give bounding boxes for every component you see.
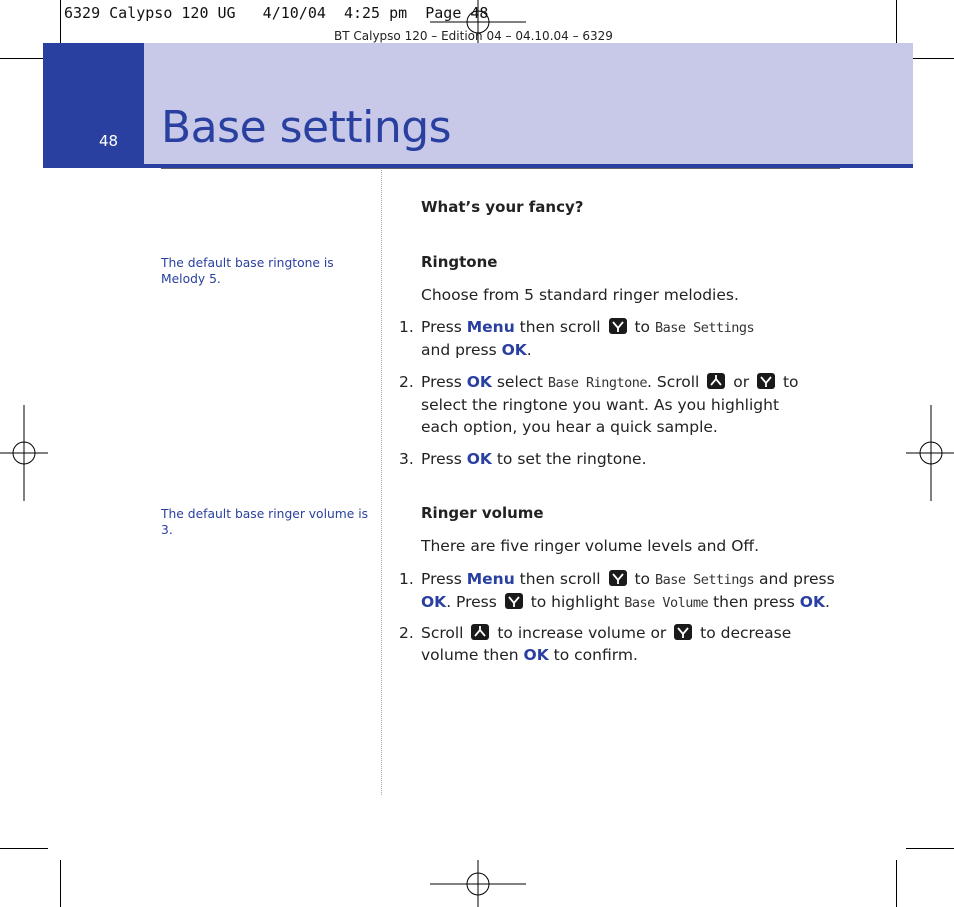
side-note-volume: The default base ringer volume is 3. [161, 507, 369, 537]
lcd-text: Base Volume [624, 595, 709, 611]
ok-keyword: OK [466, 373, 492, 391]
crop-mark [60, 860, 61, 907]
scroll-down-key-icon [504, 592, 524, 610]
scroll-down-key-icon [608, 569, 628, 587]
step-number: 1. [399, 318, 414, 336]
registration-mark-icon [906, 405, 954, 501]
step-number: 1. [399, 570, 414, 588]
crop-mark [0, 848, 48, 849]
ringtone-intro: Choose from 5 standard ringer melodies. [421, 286, 739, 304]
page-number: 48 [99, 132, 119, 150]
title-underline [161, 168, 840, 169]
scroll-up-key-icon [706, 372, 726, 390]
step-number: 2. [399, 373, 414, 391]
page-tab [43, 43, 144, 166]
page-title: Base settings [161, 102, 452, 153]
crop-mark [896, 0, 897, 48]
ok-keyword: OK [466, 450, 492, 468]
printer-slug: 6329 Calypso 120 UG 4/10/04 4:25 pm Page 48 [64, 4, 489, 22]
ringer-volume-step-2: 2. Scroll to increase volume or to decrease volume then OK to confirm. [399, 624, 792, 664]
ok-keyword: OK [523, 646, 549, 664]
ringtone-step-2: 2. Press OK select Base Ringtone. Scroll or to select the ringtone you want. As you highlight each option, you hear a quick sample. [399, 373, 799, 436]
edition-line: BT Calypso 120 – Edition 04 – 04.10.04 – 6329 [334, 29, 613, 43]
step-number: 3. [399, 450, 414, 468]
crop-mark [60, 0, 61, 48]
ringer-volume-step-1: 1. Press Menu then scroll to Base Settings and press OK. Press to highlight Base Volume then press OK. [399, 570, 835, 611]
scroll-up-key-icon [470, 623, 490, 641]
lcd-text: Base Settings [654, 572, 755, 588]
crop-mark [906, 58, 954, 59]
column-divider [381, 170, 382, 795]
crop-mark [896, 860, 897, 907]
registration-mark-icon [0, 405, 48, 501]
side-note-ringtone: The default base ringtone is Melody 5. [161, 256, 334, 286]
scroll-down-key-icon [608, 317, 628, 335]
ringer-volume-heading: Ringer volume [421, 504, 544, 522]
ok-keyword: OK [799, 593, 825, 611]
menu-keyword: Menu [466, 570, 515, 588]
lcd-text: Base Settings [654, 320, 755, 336]
ringer-volume-intro: There are five ringer volume levels and Off. [421, 537, 759, 555]
scroll-down-key-icon [673, 623, 693, 641]
lcd-text: Base Ringtone [547, 375, 648, 391]
crop-mark [906, 848, 954, 849]
crop-mark [0, 58, 48, 59]
intro-heading: What’s your fancy? [421, 198, 584, 216]
step-number: 2. [399, 624, 414, 642]
scroll-down-key-icon [756, 372, 776, 390]
ringtone-step-3: 3. Press OK to set the ringtone. [399, 450, 647, 468]
ringtone-step-1: 1. Press Menu then scroll to Base Settings and press OK. [399, 318, 755, 359]
menu-keyword: Menu [466, 318, 515, 336]
ok-keyword: OK [501, 341, 527, 359]
registration-mark-icon [430, 860, 526, 907]
ok-keyword: OK [421, 593, 447, 611]
ringtone-heading: Ringtone [421, 253, 498, 271]
